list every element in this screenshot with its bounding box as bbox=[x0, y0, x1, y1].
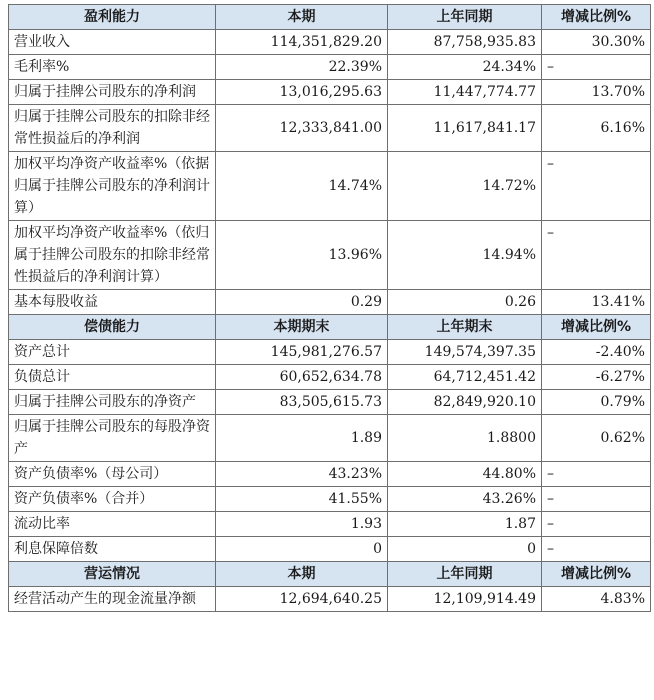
table-row bbox=[9, 537, 651, 562]
table-row bbox=[9, 365, 651, 390]
current-value: 145,981,276.57 bbox=[216, 340, 388, 365]
row-label: 毛利率% bbox=[9, 55, 216, 80]
change-value: -2.40% bbox=[542, 340, 651, 365]
header-change: 增减比例% bbox=[542, 562, 651, 587]
current-value: 13.96% bbox=[216, 221, 388, 290]
table-row bbox=[9, 462, 651, 487]
change-value: 0.62% bbox=[542, 415, 651, 462]
previous-value: 12,109,914.49 bbox=[388, 587, 542, 612]
row-label: 资产总计 bbox=[9, 340, 216, 365]
previous-value: 0.26 bbox=[388, 290, 542, 315]
row-label: 负债总计 bbox=[9, 365, 216, 390]
table-row bbox=[9, 415, 651, 462]
header-category: 偿债能力 bbox=[9, 315, 216, 340]
header-current: 本期期末 bbox=[216, 315, 388, 340]
change-value: 13.41% bbox=[542, 290, 651, 315]
section-header-solvency bbox=[9, 315, 651, 340]
row-label: 归属于挂牌公司股东的每股净资产 bbox=[9, 415, 216, 462]
header-change: 增减比例% bbox=[542, 315, 651, 340]
row-label: 资产负债率%（母公司） bbox=[9, 462, 216, 487]
change-value: – bbox=[542, 487, 651, 512]
current-value: 0 bbox=[216, 537, 388, 562]
current-value: 14.74% bbox=[216, 152, 388, 221]
row-label: 利息保障倍数 bbox=[9, 537, 216, 562]
previous-value: 24.34% bbox=[388, 55, 542, 80]
previous-value: 0 bbox=[388, 537, 542, 562]
previous-value: 44.80% bbox=[388, 462, 542, 487]
header-category: 盈利能力 bbox=[9, 5, 216, 30]
current-value: 0.29 bbox=[216, 290, 388, 315]
table-row bbox=[9, 487, 651, 512]
change-value: – bbox=[542, 462, 651, 487]
current-value: 83,505,615.73 bbox=[216, 390, 388, 415]
current-value: 114,351,829.20 bbox=[216, 30, 388, 55]
financial-indicators-table bbox=[8, 4, 651, 612]
previous-value: 82,849,920.10 bbox=[388, 390, 542, 415]
table-row bbox=[9, 340, 651, 365]
table-row bbox=[9, 221, 651, 290]
current-value: 1.89 bbox=[216, 415, 388, 462]
current-value: 12,333,841.00 bbox=[216, 105, 388, 152]
header-current: 本期 bbox=[216, 562, 388, 587]
row-label: 归属于挂牌公司股东的扣除非经常性损益后的净利润 bbox=[9, 105, 216, 152]
previous-value: 1.87 bbox=[388, 512, 542, 537]
current-value: 43.23% bbox=[216, 462, 388, 487]
table-row bbox=[9, 290, 651, 315]
header-change: 增减比例% bbox=[542, 5, 651, 30]
previous-value: 11,447,774.77 bbox=[388, 80, 542, 105]
previous-value: 87,758,935.83 bbox=[388, 30, 542, 55]
row-label: 归属于挂牌公司股东的净资产 bbox=[9, 390, 216, 415]
change-value: 30.30% bbox=[542, 30, 651, 55]
change-value: – bbox=[542, 537, 651, 562]
table-row bbox=[9, 105, 651, 152]
current-value: 1.93 bbox=[216, 512, 388, 537]
change-value: – bbox=[542, 55, 651, 80]
previous-value: 149,574,397.35 bbox=[388, 340, 542, 365]
table-row bbox=[9, 587, 651, 612]
table-row bbox=[9, 55, 651, 80]
current-value: 60,652,634.78 bbox=[216, 365, 388, 390]
section-header-profitability bbox=[9, 5, 651, 30]
previous-value: 43.26% bbox=[388, 487, 542, 512]
row-label: 归属于挂牌公司股东的净利润 bbox=[9, 80, 216, 105]
header-current: 本期 bbox=[216, 5, 388, 30]
table-row bbox=[9, 30, 651, 55]
change-value: – bbox=[542, 221, 651, 290]
change-value: 0.79% bbox=[542, 390, 651, 415]
section-header-operations bbox=[9, 562, 651, 587]
header-previous: 上年同期 bbox=[388, 5, 542, 30]
table-row bbox=[9, 152, 651, 221]
change-value: 4.83% bbox=[542, 587, 651, 612]
row-label: 加权平均净资产收益率%（依据归属于挂牌公司股东的净利润计算） bbox=[9, 152, 216, 221]
table-row bbox=[9, 80, 651, 105]
change-value: – bbox=[542, 152, 651, 221]
current-value: 22.39% bbox=[216, 55, 388, 80]
change-value: -6.27% bbox=[542, 365, 651, 390]
row-label: 加权平均净资产收益率%（依归属于挂牌公司股东的扣除非经常性损益后的净利润计算） bbox=[9, 221, 216, 290]
header-previous: 上年同期 bbox=[388, 562, 542, 587]
previous-value: 14.94% bbox=[388, 221, 542, 290]
previous-value: 11,617,841.17 bbox=[388, 105, 542, 152]
table-row bbox=[9, 512, 651, 537]
change-value: 6.16% bbox=[542, 105, 651, 152]
row-label: 流动比率 bbox=[9, 512, 216, 537]
current-value: 41.55% bbox=[216, 487, 388, 512]
row-label: 资产负债率%（合并） bbox=[9, 487, 216, 512]
table-row bbox=[9, 390, 651, 415]
row-label: 营业收入 bbox=[9, 30, 216, 55]
current-value: 13,016,295.63 bbox=[216, 80, 388, 105]
change-value: 13.70% bbox=[542, 80, 651, 105]
header-category: 营运情况 bbox=[9, 562, 216, 587]
current-value: 12,694,640.25 bbox=[216, 587, 388, 612]
change-value: – bbox=[542, 512, 651, 537]
previous-value: 64,712,451.42 bbox=[388, 365, 542, 390]
previous-value: 1.8800 bbox=[388, 415, 542, 462]
previous-value: 14.72% bbox=[388, 152, 542, 221]
row-label: 经营活动产生的现金流量净额 bbox=[9, 587, 216, 612]
row-label: 基本每股收益 bbox=[9, 290, 216, 315]
header-previous: 上年期末 bbox=[388, 315, 542, 340]
